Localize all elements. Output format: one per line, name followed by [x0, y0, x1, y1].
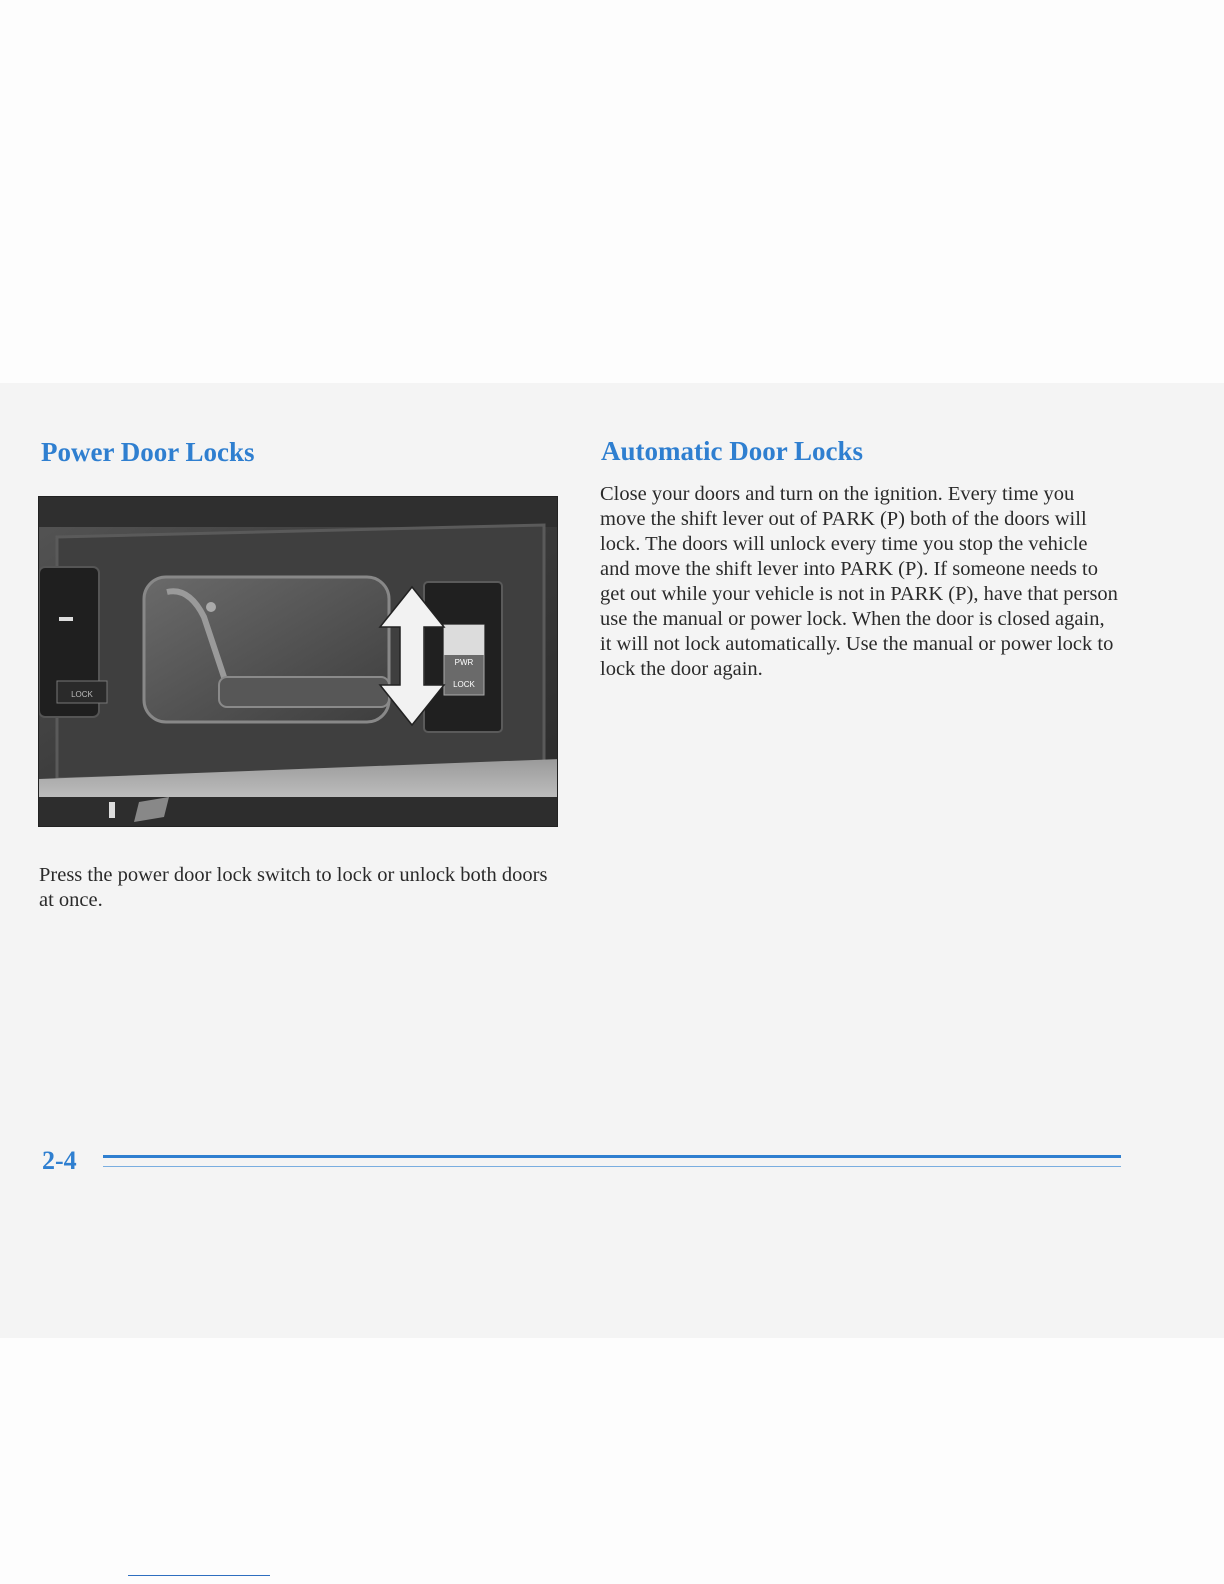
footer-rule [103, 1155, 1121, 1158]
power-door-locks-caption: Press the power door lock switch to lock or unlock both doors at once. [39, 864, 548, 911]
page-number: 2-4 [42, 1146, 77, 1175]
automatic-door-locks-paragraph: Close your doors and turn on the ignition. Every time you move the shift lever out of PARK (P) both of the doors will lock. The doors will unlock every time you stop the vehicle and move the shift lever into PARK (P). If someone needs to get out while your vehicle is not in PARK (P), have that person use the manual or power lock. When the door is closed again, it will not lock automatically. Use the manual or power lock to lock the door again. [600, 483, 1118, 680]
left-button-label: LOCK [71, 690, 93, 699]
section-heading-power-door-locks: Power Door Locks [41, 437, 255, 467]
switch-label-bottom: LOCK [453, 680, 475, 689]
switch-label-top: PWR [454, 658, 474, 667]
section-heading-automatic-door-locks: Automatic Door Locks [601, 436, 863, 466]
door-lock-photo [38, 496, 558, 827]
footer-rule-thin [103, 1166, 1121, 1167]
bottom-rule [128, 1575, 270, 1576]
